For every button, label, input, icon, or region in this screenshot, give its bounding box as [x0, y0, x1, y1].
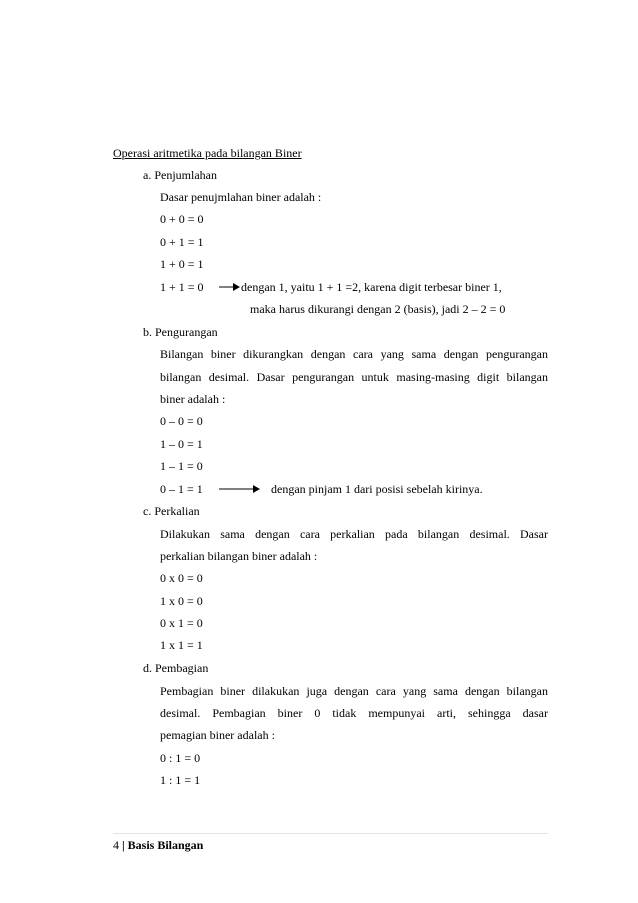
paragraph-line: pemagian biner adalah :: [160, 728, 275, 742]
rule-line: 1 – 1 = 0: [160, 459, 203, 473]
explanation-note: dengan 1, yaitu 1 + 1 =2, karena digit terbesar biner 1,: [241, 280, 502, 294]
paragraph-line: perkalian bilangan biner adalah :: [160, 549, 318, 563]
paragraph-line: Bilangan biner dikurangkan dengan cara yang sama dengan pengurangan: [160, 347, 548, 361]
paragraph-line: bilangan desimal. Dasar pengurangan untuk masing-masing digit bilangan: [160, 370, 548, 384]
rule-line: 1 + 0 = 1: [160, 257, 204, 271]
section-heading-penjumlahan: a. Penjumlahan: [143, 168, 217, 182]
rule-line: 0 x 0 = 0: [160, 571, 203, 585]
rule-line: 1 x 1 = 1: [160, 638, 203, 652]
footer-label: Basis Bilangan: [127, 838, 204, 852]
rule-line: 1 : 1 = 1: [160, 773, 201, 787]
rule-line: 1 + 1 = 0: [160, 280, 204, 294]
explanation-note: maka harus dikurangi dengan 2 (basis), jadi 2 – 2 = 0: [250, 302, 506, 316]
section-intro: Dasar penujmlahan biner adalah :: [160, 190, 322, 204]
section-heading-perkalian: c. Perkalian: [143, 504, 200, 518]
rule-line: 0 – 1 = 1: [160, 482, 203, 496]
rule-line: 0 + 1 = 1: [160, 235, 204, 249]
rule-line: 1 x 0 = 0: [160, 594, 203, 608]
rule-line: 0 : 1 = 0: [160, 751, 201, 765]
arrow-right-icon: [219, 483, 261, 495]
arrow-right-icon: [219, 281, 241, 293]
rule-line: 0 – 0 = 0: [160, 414, 203, 428]
page-footer: [113, 838, 203, 852]
footer-separator: |: [122, 838, 125, 852]
paragraph-line: Pembagian biner dilakukan juga dengan cara yang sama dengan bilangan: [160, 684, 548, 698]
rule-line: 0 x 1 = 0: [160, 616, 203, 630]
section-heading-pengurangan: b. Pengurangan: [143, 325, 218, 339]
rule-line: 1 – 0 = 1: [160, 437, 203, 451]
paragraph-line: desimal. Pembagian biner 0 tidak mempunyai arti, sehingga dasar: [160, 706, 548, 720]
paragraph-line: biner adalah :: [160, 392, 226, 406]
rule-line: 0 + 0 = 0: [160, 212, 204, 226]
page-number: 4: [113, 838, 119, 852]
explanation-note: dengan pinjam 1 dari posisi sebelah kirinya.: [271, 482, 483, 496]
footer-divider: [113, 833, 548, 834]
document-title: Operasi aritmetika pada bilangan Biner: [113, 146, 302, 160]
section-heading-pembagian: d. Pembagian: [143, 661, 209, 675]
paragraph-line: Dilakukan sama dengan cara perkalian pada bilangan desimal. Dasar: [160, 527, 548, 541]
